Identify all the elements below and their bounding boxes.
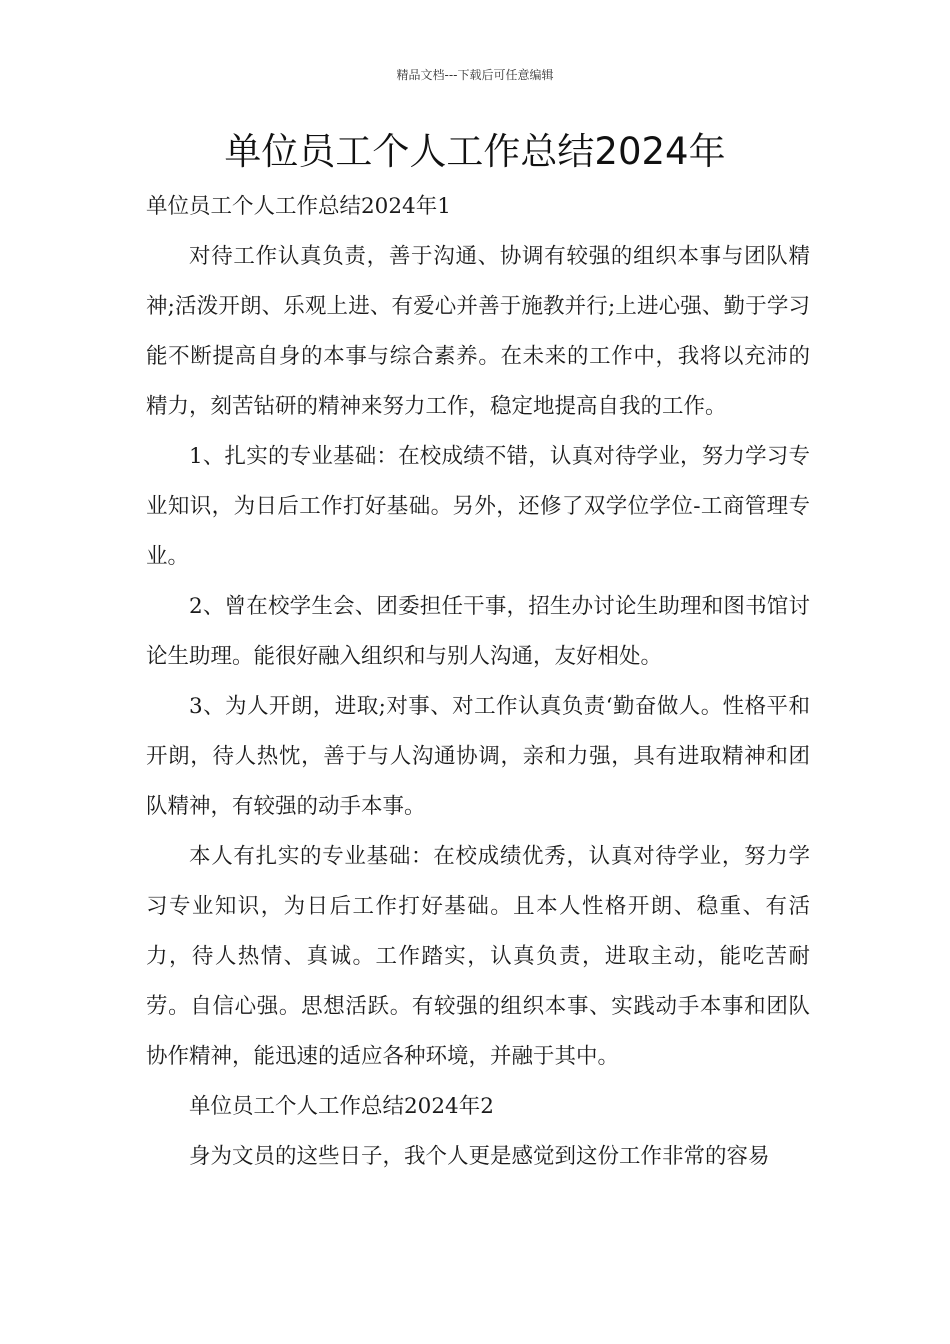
section-heading-2: 单位员工个人工作总结2024年2 xyxy=(189,1094,494,1119)
paragraph: 1、扎实的专业基础：在校成绩不错，认真对待学业，努力学习专业知识，为日后工作打好基础。另外，还修了双学位学位-工商管理专业。 xyxy=(146,444,810,569)
section-heading-1: 单位员工个人工作总结2024年1 xyxy=(146,194,451,219)
document-body xyxy=(146,182,810,1182)
paragraph: 2、曾在校学生会、团委担任干事，招生办讨论生助理和图书馆讨论生助理。能很好融入组织和与别人沟通，友好相处。 xyxy=(146,594,810,669)
paragraph: 本人有扎实的专业基础：在校成绩优秀，认真对待学业，努力学习专业知识，为日后工作打好基础。且本人性格开朗、稳重、有活力，待人热情、真诚。工作踏实，认真负责，进取主动，能吃苦耐劳。自信心强。思想活跃。有较强的组织本事、实践动手本事和团队协作精神，能迅速的适应各种环境，并融于其中。 xyxy=(146,844,810,1069)
paragraph: 身为文员的这些日子，我个人更是感觉到这份工作非常的容易 xyxy=(189,1144,770,1169)
paragraph: 3、为人开朗，进取;对事、对工作认真负责‘勤奋做人。性格平和开朗，待人热忱，善于与人沟通协调，亲和力强，具有进取精神和团队精神，有较强的动手本事。 xyxy=(146,694,810,819)
page-header: 精品文档---下载后可任意编辑 xyxy=(396,68,554,82)
paragraph: 对待工作认真负责，善于沟通、协调有较强的组织本事与团队精神;活泼开朗、乐观上进、有爱心并善于施教并行;上进心强、勤于学习能不断提高自身的本事与综合素养。在未来的工作中，我将以充沛的精力，刻苦钻研的精神来努力工作，稳定地提高自我的工作。 xyxy=(146,244,810,419)
document-title: 单位员工个人工作总结2024年 xyxy=(224,130,726,173)
